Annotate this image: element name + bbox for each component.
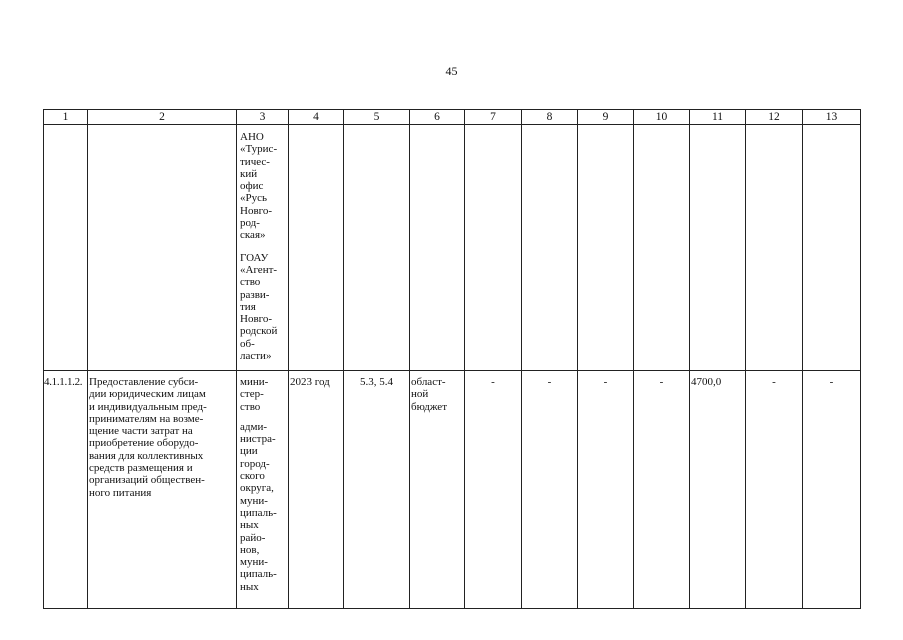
source-line: област-: [411, 376, 446, 388]
executor-line: «Агент-: [240, 263, 278, 276]
executor-line: «Русь: [240, 192, 268, 205]
executor-line: ского: [240, 470, 265, 483]
cell-value: -: [746, 371, 803, 609]
cell-value: -: [803, 371, 861, 609]
executor-block: [240, 421, 287, 593]
column-header: 13: [803, 110, 861, 125]
cell-period: [289, 125, 344, 371]
cell-value: 4700,0: [690, 371, 746, 609]
column-header: 2: [88, 110, 237, 125]
executor-line: нистра-: [240, 433, 276, 446]
column-header: 11: [690, 110, 746, 125]
executor-line: адми-: [240, 420, 267, 433]
source-line: ной: [411, 388, 429, 401]
executor-block: [240, 376, 287, 413]
cell-value: [522, 125, 578, 371]
description-line: организаций обществен-: [89, 474, 205, 487]
executor-line: стер-: [240, 388, 264, 401]
executor-line: ных: [240, 519, 259, 532]
executor-line: «Турис-: [240, 143, 278, 156]
cell-value: -: [522, 371, 578, 609]
executor-line: ство: [240, 400, 261, 413]
executor-line: нов,: [240, 543, 260, 556]
executor-line: ципаль-: [240, 568, 277, 581]
executor-line: Новго-: [240, 313, 273, 326]
executor-line: муни-: [240, 494, 268, 507]
description-line: и индивидуальным пред-: [89, 400, 207, 413]
executor-line: род-: [240, 217, 260, 230]
executor-line: тичес-: [240, 155, 270, 168]
table-row: [44, 125, 861, 371]
description-line: ного питания: [89, 486, 152, 499]
cell-target: [344, 125, 410, 371]
description-line: принимателям на возме-: [89, 412, 204, 425]
executor-line: кий: [240, 167, 258, 180]
column-header: 9: [578, 110, 634, 125]
executor-line: ГОАУ: [240, 251, 269, 264]
cell-source: [410, 371, 465, 609]
column-header: 8: [522, 110, 578, 125]
source-line: бюджет: [411, 400, 447, 413]
column-header-row: [44, 110, 861, 125]
executor-block: [240, 252, 287, 363]
cell-value: -: [634, 371, 690, 609]
cell-value: [690, 125, 746, 371]
description-line: средств размещения и: [89, 462, 193, 475]
data-table: [43, 109, 861, 609]
cell-description: [88, 125, 237, 371]
cell-period: 2023 год: [289, 371, 344, 609]
executor-line: округа,: [240, 482, 274, 495]
column-header: 3: [237, 110, 289, 125]
cell-value: [746, 125, 803, 371]
description-line: Предоставление субси-: [89, 376, 199, 388]
description-line: вания для коллективных: [89, 449, 204, 462]
executor-line: ных: [240, 580, 259, 593]
column-header: 7: [465, 110, 522, 125]
executor-line: ципаль-: [240, 506, 277, 519]
executor-line: ская»: [240, 229, 266, 242]
column-header: 5: [344, 110, 410, 125]
description-line: дии юридическим лицам: [89, 388, 206, 401]
executor-line: муни-: [240, 556, 268, 569]
executor-line: ство: [240, 276, 261, 289]
cell-number: [44, 125, 88, 371]
cell-value: [578, 125, 634, 371]
description-line: щение части затрат на: [89, 425, 193, 438]
description-line: приобретение оборудо-: [89, 437, 199, 450]
cell-number: 4.1.1.1.2.: [44, 371, 88, 609]
cell-target: 5.3, 5.4: [344, 371, 410, 609]
cell-executor: [237, 371, 289, 609]
executor-line: тия: [240, 300, 256, 313]
executor-line: райо-: [240, 531, 266, 544]
cell-value: -: [578, 371, 634, 609]
cell-executor: [237, 125, 289, 371]
table-row: [44, 371, 861, 609]
executor-line: Новго-: [240, 204, 273, 217]
cell-value: [634, 125, 690, 371]
column-header: 12: [746, 110, 803, 125]
cell-source: [410, 125, 465, 371]
page-number: 45: [445, 64, 458, 78]
executor-line: город-: [240, 457, 270, 470]
cell-value: -: [465, 371, 522, 609]
executor-line: ласти»: [240, 350, 272, 363]
spacer: [240, 242, 287, 252]
executor-line: разви-: [240, 288, 270, 301]
executor-line: АНО: [240, 131, 264, 143]
executor-line: ции: [240, 445, 258, 458]
column-header: 4: [289, 110, 344, 125]
executor-line: мини-: [240, 376, 269, 388]
column-header: 6: [410, 110, 465, 125]
executor-line: об-: [240, 337, 255, 350]
cell-value: [465, 125, 522, 371]
column-header: 10: [634, 110, 690, 125]
executor-line: родской: [240, 325, 278, 338]
column-header: 1: [44, 110, 88, 125]
spacer: [240, 413, 287, 421]
executor-block: [240, 125, 287, 242]
executor-line: офис: [240, 180, 264, 193]
cell-description: [88, 371, 237, 609]
cell-value: [803, 125, 861, 371]
